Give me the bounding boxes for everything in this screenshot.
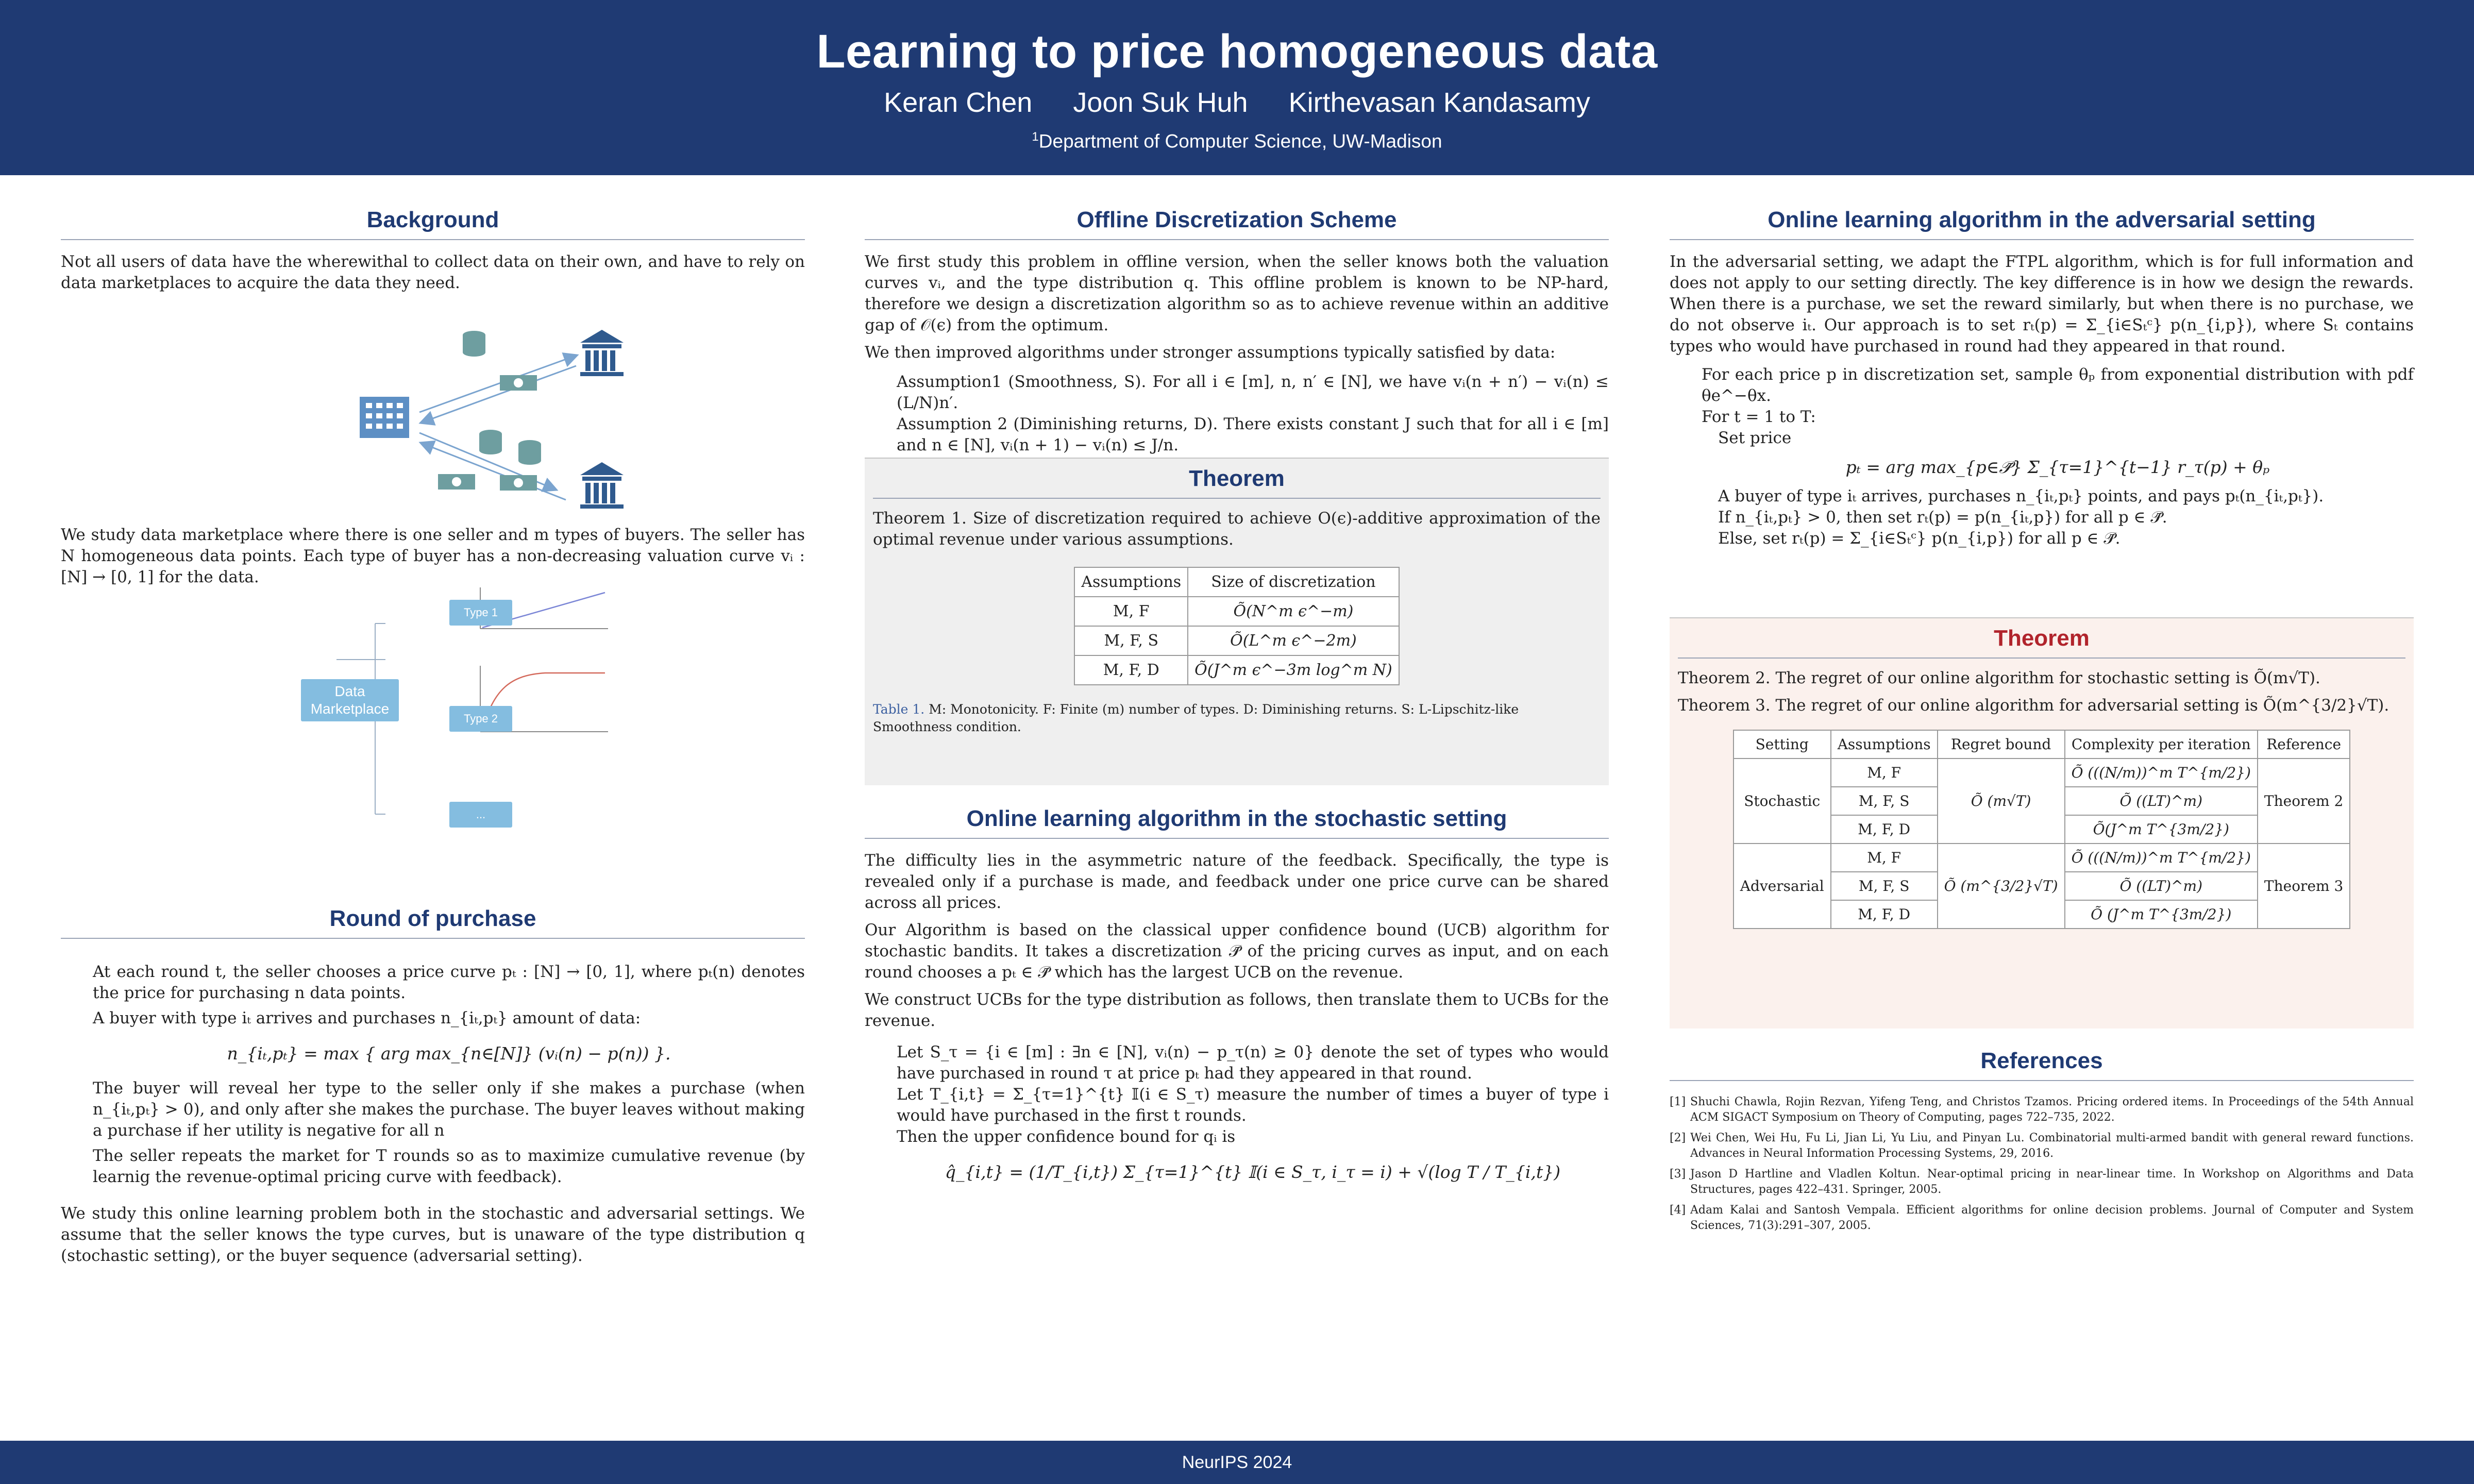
reference-number: [2]: [1670, 1132, 1686, 1144]
table-caption: [873, 701, 1601, 736]
section-title: Online learning algorithm in the adversarial setting: [1670, 207, 2414, 240]
marketplace-illustration: [298, 314, 638, 531]
money-icon: [500, 375, 537, 391]
affiliation-text: Department of Computer Science, UW-Madison: [1038, 130, 1442, 152]
theorem-title: Theorem: [1678, 618, 2405, 659]
section-title: References: [1670, 1048, 2414, 1081]
ftpl-step: Else, set rₜ(p) = Σ_{i∈Sₜᶜ} p(n_{i,p}) for all p ∈ 𝒫̄.: [1718, 529, 2120, 548]
seller-building-icon: [360, 397, 409, 438]
table-cell: M, F, S: [1074, 626, 1188, 655]
column-left: [61, 175, 805, 1441]
background-paragraph: We study data marketplace where there is one seller and m types of buyers. The seller has N homogeneous data points. Each type of buyer has a non-decreasing valuation curve vᵢ : [N] → [0, 1] for the data.: [61, 526, 805, 586]
table-cell: Õ ((LT)^m): [2065, 787, 2258, 815]
database-icon: [463, 331, 485, 357]
theorem-2-3-box: [1670, 617, 2414, 1028]
reference-item: [1670, 1094, 2414, 1125]
adversarial-section: [1670, 207, 2414, 549]
table-cell: M, F, S: [1831, 872, 1938, 900]
author-name: Kirthevasan Kandasamy: [1288, 87, 1590, 118]
section-title: Offline Discretization Scheme: [865, 207, 1609, 240]
references-section: [1670, 1048, 2414, 1239]
stochastic-section: [865, 806, 1609, 1190]
table-cell: M, F, S: [1831, 787, 1938, 815]
table-header: Setting: [1734, 730, 1831, 758]
regret-table: [1733, 730, 2351, 929]
setting-cell: Adversarial: [1734, 844, 1831, 929]
table-cell: M, F: [1831, 758, 1938, 787]
table-cell: Õ (J^m T^{3m/2}): [2065, 900, 2258, 929]
reference-text: Shuchi Chawla, Rojin Rezvan, Yifeng Teng, and Christos Tzamos. Pricing ordered items. In Proceedings of the 54th Annual ACM SIGACT Symposium on Theory of Computing, pages 722–735, 2022.: [1690, 1095, 2414, 1124]
table-header: Complexity per iteration: [2065, 730, 2258, 758]
theorem-1-box: [865, 458, 1609, 785]
section-title: Background: [61, 207, 805, 240]
table-cell: Õ ((LT)^m): [2065, 872, 2258, 900]
offline-paragraph: We then improved algorithms under stronger assumptions typically satisfied by data:: [865, 343, 1556, 362]
table-cell: Õ(L^m ϵ^−2m): [1188, 626, 1399, 655]
purchase-equation: n_{iₜ,pₜ} = max { arg max_{n∈[N]} (vᵢ(n) − p(n)) }.: [227, 1043, 671, 1064]
ftpl-step: If n_{iₜ,pₜ} > 0, then set rₜ(p) = p(n_{iₜ,p}) for all p ∈ 𝒫̄.: [1718, 508, 2167, 527]
money-icon: [438, 474, 475, 490]
data-marketplace-node: Data Marketplace: [301, 679, 399, 721]
table-cell: M, F, D: [1831, 900, 1938, 929]
reference-item: [1670, 1131, 2414, 1161]
poster-title: Learning to price homogeneous data: [816, 25, 1658, 78]
price-selection-equation: pₜ = arg max_{p∈𝒫̄} Σ_{τ=1}^{t−1} r_τ(p) + θₚ: [1845, 457, 2270, 477]
affiliation-mark: 1: [1032, 130, 1039, 144]
table-cell: M, F: [1831, 844, 1938, 872]
reference-list: [1670, 1094, 2414, 1234]
table-row: [1074, 597, 1399, 626]
table-cell: Õ(N^m ϵ^−m): [1188, 597, 1399, 626]
round-step: At each round t, the seller chooses a price curve pₜ : [N] → [0, 1], where pₜ(n) denotes the price for purchasing n data points.: [93, 963, 805, 1002]
table-row: [1734, 758, 2350, 787]
money-icon: [500, 475, 537, 491]
reference-item: [1670, 1167, 2414, 1198]
stochastic-paragraph: We construct UCBs for the type distribution as follows, then translate them to UCBs for the revenue.: [865, 990, 1609, 1030]
section-title: Online learning algorithm in the stochastic setting: [865, 806, 1609, 839]
reference-number: [4]: [1670, 1204, 1686, 1217]
table-cell: Õ (((N/m))^m T^{m/2}): [2065, 844, 2258, 872]
reference-text: Wei Chen, Wei Hu, Fu Li, Jian Li, Yu Liu, and Pinyan Lu. Combinatorial multi-armed bandit with general reward functions. Advances in Neural Information Processing Systems, 29, 2016.: [1690, 1132, 2414, 1160]
reference-text: Jason D Hartline and Vladlen Koltun. Near-optimal pricing in near-linear time. In Workshop on Algorithms and Data Structures, pages 422–431. Springer, 2005.: [1690, 1168, 2414, 1196]
table-header: Size of discretization: [1188, 567, 1399, 597]
reference-cell: Theorem 2: [2258, 758, 2350, 844]
round-of-purchase-section: [61, 906, 805, 1267]
column-right: [1670, 175, 2414, 1441]
theorem-3-statement: Theorem 3. The regret of our online algorithm for adversarial setting is Õ(m^{3/2}√T).: [1678, 696, 2389, 715]
ftpl-step: For t = 1 to T:: [1702, 408, 1816, 426]
caption-label: Table 1.: [873, 702, 925, 717]
ucb-step: Then the upper confidence bound for qᵢ is: [897, 1127, 1236, 1146]
regret-cell: Õ (m^{3/2}√T): [1938, 844, 2065, 929]
poster-header: [0, 0, 2474, 175]
background-paragraph: Not all users of data have the wherewithal to collect data on their own, and have to rely on data marketplaces to acquire the data they need.: [61, 252, 805, 292]
section-title: Round of purchase: [61, 906, 805, 939]
reference-item: [1670, 1203, 2414, 1234]
table-header: Assumptions: [1831, 730, 1938, 758]
bank-icon: [580, 462, 624, 509]
ftpl-step: Set price: [1718, 429, 1792, 447]
round-step: The buyer will reveal her type to the seller only if she makes a purchase (when n_{iₜ,pₜ} > 0), and only after she makes the purchase. The buyer leaves without making a purchase if her utility is negative for all n: [93, 1079, 805, 1140]
bank-icon: [580, 330, 624, 376]
assumption-1: Assumption1 (Smoothness, S). For all i ∈ [m], n, n′ ∈ [N], we have vᵢ(n + n′) − vᵢ(n) ≤ (L/N)n′.: [897, 373, 1609, 412]
stochastic-paragraph: The difficulty lies in the asymmetric nature of the feedback. Specifically, the type is revealed only if a purchase is made, and feedback under one price curve can be shared across all prices.: [865, 851, 1609, 912]
setting-cell: Stochastic: [1734, 758, 1831, 844]
table-cell: Õ(J^m ϵ^−3m log^m N): [1188, 655, 1399, 685]
affiliation: [0, 130, 2474, 152]
theorem-title: Theorem: [873, 459, 1601, 499]
database-icon: [518, 440, 541, 465]
ucb-step: Let S_τ = {i ∈ [m] : ∃n ∈ [N], vᵢ(n) − p_τ(n) ≥ 0} denote the set of types who would have purchased in round τ at price pₜ had they appeared in that round.: [897, 1043, 1609, 1083]
venue-label: NeurIPS 2024: [1182, 1453, 1292, 1472]
table-row: [1074, 655, 1399, 685]
adversarial-paragraph: In the adversarial setting, we adapt the FTPL algorithm, which is for full information and does not apply to our setting directly. The key difference is in how we design the rewards. When there is a purchase, we set the reward similarly, but when there is no purchase, we do not observe iₜ. Our approach is to set rₜ(p) = Σ_{i∈Sₜᶜ} p(n_{i,p}), where Sₜ contains types who would have purchased in round had they appeared in that round.: [1670, 252, 2414, 356]
stochastic-paragraph: Our Algorithm is based on the classical upper confidence bound (UCB) algorithm for stochastic bandits. It takes a discretization 𝒫̄ of the pricing curves as input, and on each round chooses a pₜ ∈ 𝒫̄ which has the largest UCB on the revenue.: [865, 921, 1609, 982]
regret-cell: Õ (m√T): [1938, 758, 2065, 844]
type-node: Type 2: [449, 706, 512, 732]
type-node: ...: [449, 802, 512, 828]
author-name: Keran Chen: [884, 87, 1033, 118]
discretization-table: [1074, 567, 1399, 685]
ucb-step: Let T_{i,t} = Σ_{τ=1}^{t} 𝕀(i ∈ S_τ) measure the number of times a buyer of type i would have purchased in the first t rounds.: [897, 1085, 1609, 1125]
valuation-curve-diagram: [236, 587, 679, 845]
table-row: [1734, 844, 2350, 872]
background-section: [61, 207, 805, 294]
assumption-2: Assumption 2 (Diminishing returns, D). There exists constant J such that for all i ∈ [m] and n ∈ [N], vᵢ(n + 1) − vᵢ(n) ≤ J/n.: [897, 415, 1609, 454]
table-cell: M, F, D: [1831, 815, 1938, 844]
table-header: Assumptions: [1074, 567, 1188, 597]
offline-section: [865, 207, 1609, 456]
author-name: Joon Suk Huh: [1073, 87, 1248, 118]
database-icon: [479, 430, 502, 454]
offline-paragraph: We first study this problem in offline version, when the seller knows both the valuation curves vᵢ, and the type distribution q. This offline problem is known to be NP-hard, therefore we design a discretization algorithm so as to achieve revenue within an additive gap of 𝒪(ϵ) from the optimum.: [865, 252, 1609, 334]
reference-text: Adam Kalai and Santosh Vempala. Efficient algorithms for online decision problems. Journal of Computer and System Sciences, 71(3):291–307, 2005.: [1690, 1204, 2414, 1232]
reference-number: [3]: [1670, 1168, 1686, 1181]
table-header: Reference: [2258, 730, 2350, 758]
setting-paragraph: We study this online learning problem both in the stochastic and adversarial settings. We assume that the seller knows the type curves, but is unaware of the type distribution q (stochastic setting), or the buyer sequence (adversarial setting).: [61, 1204, 805, 1265]
reference-cell: Theorem 3: [2258, 844, 2350, 929]
type-node: Type 1: [449, 600, 512, 626]
column-middle: [865, 175, 1609, 1441]
table-cell: Õ (((N/m))^m T^{m/2}): [2065, 758, 2258, 787]
table-header: Regret bound: [1938, 730, 2065, 758]
poster-footer: [0, 1441, 2474, 1484]
table-cell: Õ(J^m T^{3m/2}): [2065, 815, 2258, 844]
author-list: [0, 87, 2474, 119]
round-step: The seller repeats the market for T rounds so as to maximize cumulative revenue (by learnig the revenue-optimal pricing curve with feedback).: [93, 1146, 805, 1186]
ftpl-step: For each price p in discretization set, sample θₚ from exponential distribution with pdf θe^−θx.: [1702, 365, 2414, 405]
theorem-2-statement: Theorem 2. The regret of our online algorithm for stochastic setting is Õ(m√T).: [1678, 669, 2320, 687]
caption-text: M: Monotonicity. F: Finite (m) number of types. D: Diminishing returns. S: L-Lipschitz-like Smoothness condition.: [873, 702, 1519, 734]
ucb-equation: q̂_{i,t} = (1/T_{i,t}) Σ_{τ=1}^{t} 𝕀(i ∈ S_τ, i_τ = i) + √(log T / T_{i,t}): [945, 1162, 1561, 1182]
reference-number: [1]: [1670, 1095, 1686, 1108]
ftpl-step: A buyer of type iₜ arrives, purchases n_{iₜ,pₜ} points, and pays pₜ(n_{iₜ,pₜ}).: [1718, 487, 2324, 505]
table-row: [1074, 626, 1399, 655]
round-step: A buyer with type iₜ arrives and purchases n_{iₜ,pₜ} amount of data:: [93, 1009, 641, 1027]
theorem-1-statement: Theorem 1. Size of discretization required to achieve O(ϵ)-additive approximation of the optimal revenue under various assumptions.: [873, 509, 1601, 549]
table-cell: M, F, D: [1074, 655, 1188, 685]
table-cell: M, F: [1074, 597, 1188, 626]
